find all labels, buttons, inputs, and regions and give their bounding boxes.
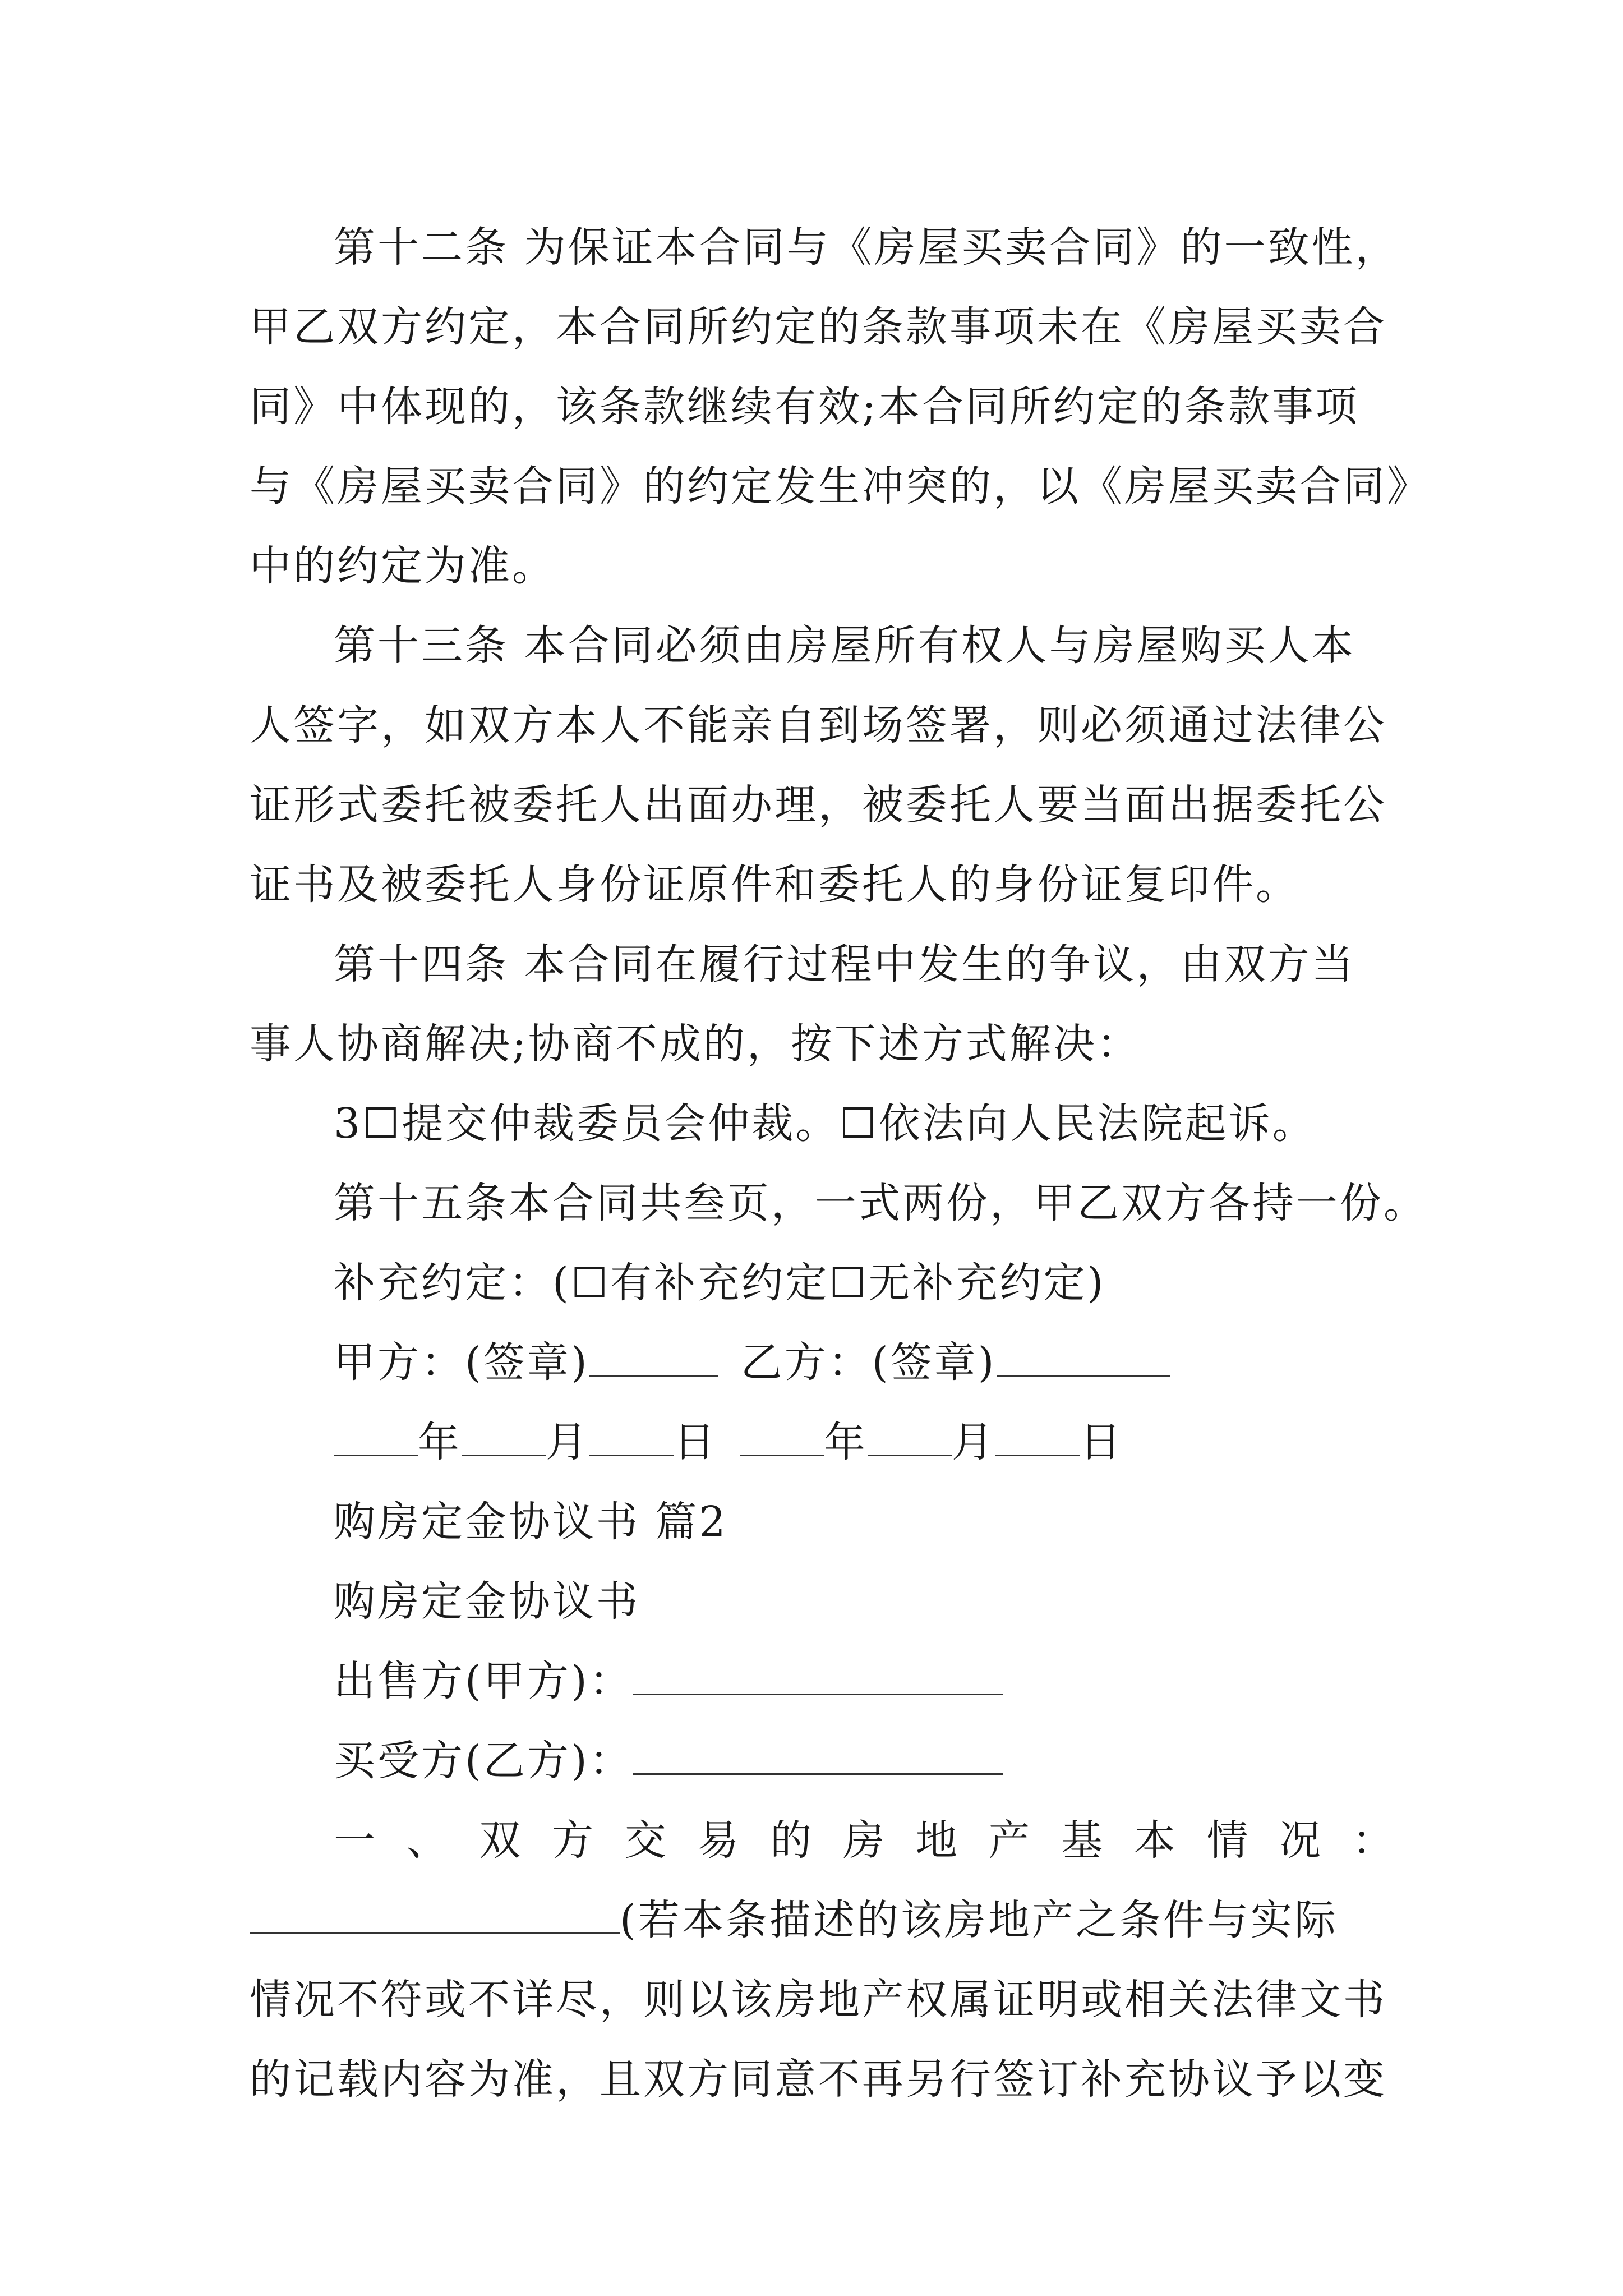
article-15: 第十五条本合同共叁页，一式两份，甲乙双方各持一份。: [334, 1179, 1427, 1227]
signature-line: [250, 1323, 1394, 1402]
party-a-year-blank: [334, 1421, 418, 1456]
party-b-month-blank: [868, 1421, 952, 1456]
document-page: [250, 208, 1431, 2119]
party-b-signature-label: 乙方：(签章): [740, 1338, 997, 1387]
party-b-day-label: 日: [1080, 1418, 1123, 1466]
party-a-signature-label: 甲方：(签章): [334, 1338, 589, 1387]
article-13-line-1: 第十三条 本合同必须由房屋所有权人与房屋购买人本: [334, 622, 1355, 670]
party-b-day-blank: [995, 1421, 1080, 1456]
part-2-heading: 购房定金协议书 篇2: [334, 1498, 728, 1546]
section-1-line-3: 情况不符或不详尽，则以该房地产权属证明或相关法律文书: [250, 1976, 1387, 2024]
buyer-label: 买受方(乙方)：: [334, 1737, 633, 1785]
section-1-line-1: 一、双方交易的房地产基本情况：: [334, 1816, 1394, 1865]
article-12-line-3: 同》中体现的，该条款继续有效;本合同所约定的条款事项: [250, 383, 1359, 431]
article-12-line-4: 与《房屋买卖合同》的约定发生冲突的，以《房屋买卖合同》: [250, 462, 1431, 510]
section-1-line-2: [250, 1880, 1394, 1960]
section-1-line-4: 的记载内容为准，且双方同意不再另行签订补充协议予以变: [250, 2055, 1387, 2104]
article-14-line-1: 第十四条 本合同在履行过程中发生的争议，由双方当: [334, 940, 1355, 988]
section-1-line-2-text: (若本条描述的该房地产之条件与实际: [620, 1896, 1338, 1944]
article-13-line-3: 证形式委托被委托人出面办理，被委托人要当面出据委托公: [250, 781, 1387, 829]
buyer-blank: [633, 1740, 1003, 1775]
party-b-signature-blank: [997, 1341, 1170, 1377]
party-a-signature-blank: [589, 1341, 718, 1377]
article-12-line-2: 甲乙双方约定，本合同所约定的条款事项未在《房屋买卖合: [250, 303, 1387, 351]
date-line: [250, 1402, 1394, 1482]
article-13-line-2: 人签字，如双方本人不能亲自到场签署，则必须通过法律公: [250, 701, 1387, 749]
party-a-month-blank: [462, 1421, 546, 1456]
article-12-line-1: 第十二条 为保证本合同与《房屋买卖合同》的一致性，: [334, 223, 1399, 272]
supplement-line: 补充约定：(☐有补充约定☐无补充约定): [334, 1259, 1106, 1307]
property-description-blank: [250, 1899, 620, 1934]
seller-label: 出售方(甲方)：: [334, 1657, 633, 1705]
buyer-line: [250, 1721, 1394, 1801]
party-b-month-label: 月: [952, 1418, 995, 1466]
agreement-title: 购房定金协议书: [334, 1577, 640, 1626]
seller-line: [250, 1641, 1394, 1721]
party-a-day-blank: [589, 1421, 674, 1456]
article-14-line-2: 事人协商解决;协商不成的，按下述方式解决：: [250, 1020, 1141, 1068]
party-a-year-label: 年: [418, 1418, 462, 1466]
article-12-line-5: 中的约定为准。: [250, 542, 556, 590]
party-b-year-blank: [740, 1421, 824, 1456]
seller-blank: [633, 1660, 1003, 1695]
article-13-line-4: 证书及被委托人身份证原件和委托人的身份证复印件。: [250, 861, 1299, 909]
party-a-month-label: 月: [546, 1418, 589, 1466]
party-b-year-label: 年: [824, 1418, 868, 1466]
article-14-line-3: 3☐提交仲裁委员会仲裁。☐依法向人民法院起诉。: [334, 1099, 1316, 1148]
party-a-day-label: 日: [674, 1418, 717, 1466]
